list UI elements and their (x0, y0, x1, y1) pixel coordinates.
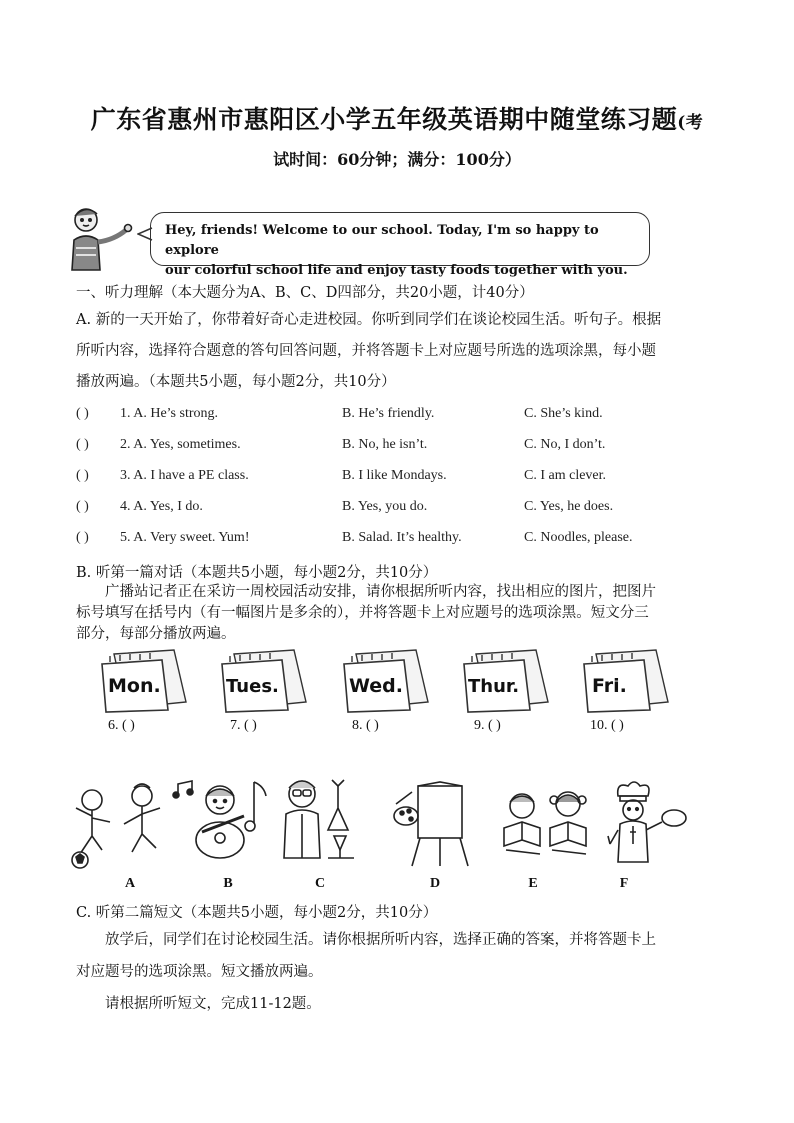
calendar-day-label: Tues. (226, 676, 279, 697)
section-c-intro (76, 924, 718, 1020)
option-c: C. I am clever. (524, 468, 607, 483)
section-a-intro-line: 播放两遍。（本题共5小题，每小题2分，共10分） (76, 374, 396, 390)
option-a: 3. A. I have a PE class. (120, 468, 249, 483)
picture-music (172, 776, 272, 868)
page-title (0, 100, 794, 136)
section-b-intro-line: 部分，每部分播放两遍。 (76, 626, 236, 642)
picture-art (392, 780, 472, 868)
title-tail: (考 (677, 113, 704, 133)
picture-football (64, 778, 174, 870)
calendar-day-label: Fri. (592, 675, 627, 697)
calendar-tues (218, 648, 308, 714)
section-b-heading: B. 听第一篇对话（本题共5小题，每小题2分，共10分） (76, 565, 438, 581)
page-subtitle: 试时间：60分钟；满分：100分） (273, 150, 521, 169)
option-b: B. Salad. It’s healthy. (342, 530, 462, 545)
section-a-intro (76, 305, 718, 398)
greeting-line-2: our colorful school life and enjoy tasty foods together with you. (165, 263, 628, 278)
calendar-day-label: Mon. (108, 675, 161, 697)
answer-bracket[interactable]: ( ) (76, 530, 89, 545)
question-row (76, 530, 726, 550)
calendar-thur (460, 648, 550, 714)
section-b-intro (76, 582, 718, 645)
answer-bracket[interactable]: ( ) (76, 437, 89, 452)
question-row (76, 499, 726, 519)
answer-blank-9[interactable]: 9. ( ) (474, 718, 501, 733)
part1-heading: 一、听力理解（本大题分为A、B、C、D四部分，共20小题，计40分） (76, 285, 534, 301)
option-b: B. Yes, you do. (342, 499, 428, 514)
option-c: C. No, I don’t. (524, 437, 606, 452)
answer-blank-8[interactable]: 8. ( ) (352, 718, 379, 733)
calendar-fri (580, 648, 670, 714)
question-row (76, 406, 726, 426)
picture-cooking (606, 780, 690, 868)
calendar-wed (340, 648, 430, 714)
picture-label-e: E (528, 876, 538, 891)
calendar-day-label: Thur. (468, 676, 520, 697)
option-b: B. No, he isn’t. (342, 437, 428, 452)
greeting-line-1: Hey, friends! Welcome to our school. Today, I'm so happy to explore (165, 223, 599, 258)
section-c-intro-line: 对应题号的选项涂黑。短文播放两遍。 (76, 964, 323, 980)
option-a: 1. A. He’s strong. (120, 406, 218, 421)
option-b: B. I like Mondays. (342, 468, 447, 483)
section-a-intro-line: A. 新的一天开始了，你带着好奇心走进校园。你听到同学们在谈论校园生活。听句子。根据 (76, 312, 662, 328)
picture-label-d: D (429, 876, 441, 891)
picture-label-a: A (124, 876, 136, 891)
calendar-day-label: Wed. (349, 675, 403, 697)
option-a: 2. A. Yes, sometimes. (120, 437, 241, 452)
calendar-mon (98, 648, 188, 714)
answer-bracket[interactable]: ( ) (76, 406, 89, 421)
question-row (76, 468, 726, 488)
answer-blank-10[interactable]: 10. ( ) (590, 718, 624, 733)
answer-blank-7[interactable]: 7. ( ) (230, 718, 257, 733)
option-b: B. He’s friendly. (342, 406, 435, 421)
section-c-instruction: 请根据所听短文，完成11-12题。 (105, 996, 321, 1012)
option-c: C. Yes, he does. (524, 499, 614, 514)
picture-label-c: C (314, 876, 326, 891)
picture-science (276, 774, 366, 866)
option-c: C. She’s kind. (524, 406, 603, 421)
boy-illustration (62, 200, 138, 272)
section-c-intro-line: 放学后，同学们在讨论校园生活。请你根据所听内容，选择正确的答案，并将答题卡上 (105, 932, 656, 948)
section-b-intro-line: 标号填写在括号内（有一幅图片是多余的），并将答题卡上对应题号的选项涂黑。短文分三 (76, 605, 649, 621)
section-c-heading: C. 听第二篇短文（本题共5小题，每小题2分，共10分） (76, 905, 438, 921)
answer-blank-6[interactable]: 6. ( ) (108, 718, 135, 733)
speech-bubble (150, 212, 650, 278)
section-b-intro-line: 广播站记者正在采访一周校园活动安排，请你根据所听内容，找出相应的图片，把图片 (105, 584, 656, 600)
picture-label-f: F (619, 876, 629, 891)
picture-label-b: B (223, 876, 233, 891)
question-row (76, 437, 726, 457)
answer-bracket[interactable]: ( ) (76, 468, 89, 483)
section-a-intro-line: 所听内容，选择符合题意的答句回答问题，并将答题卡上对应题号所选的选项涂黑，每小题 (76, 343, 656, 359)
picture-reading (496, 788, 596, 860)
option-c: C. Noodles, please. (524, 530, 633, 545)
option-a: 4. A. Yes, I do. (120, 499, 203, 514)
title-main: 广东省惠州市惠阳区小学五年级英语期中随堂练习题 (90, 105, 678, 134)
answer-bracket[interactable]: ( ) (76, 499, 89, 514)
option-a: 5. A. Very sweet. Yum! (120, 530, 250, 545)
